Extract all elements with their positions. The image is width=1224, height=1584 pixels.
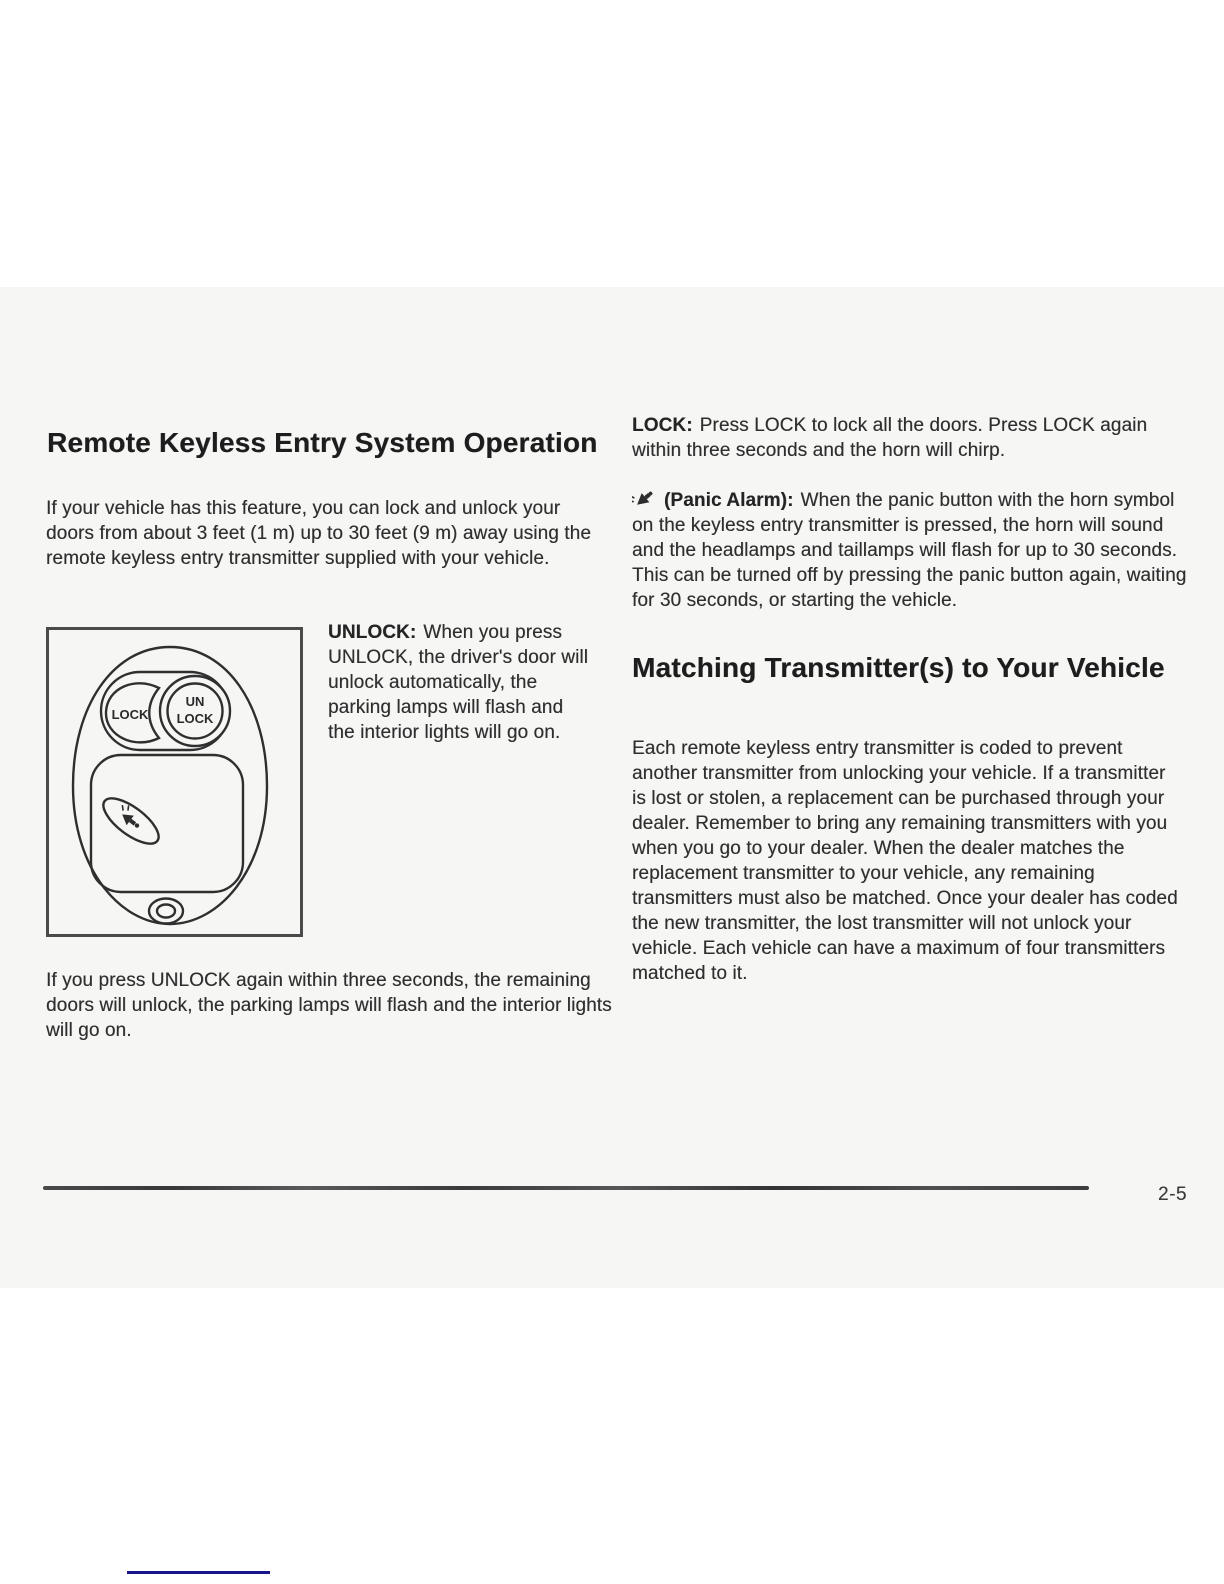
unlock-definition: [328, 620, 590, 745]
matching-body-paragraph: Each remote keyless entry transmitter is coded to prevent another transmitter from unlocking your vehicle. If a transmitter is lost or stolen, a replacement can be purchased through your dealer. Remember to bring any remaining transmitters with you when you go to your dealer. When the dealer matches the replacement transmitter to your vehicle, any remaining transmitters must also be matched. Once your dealer has coded the new transmitter, the lost transmitter will not unlock your vehicle. Each vehicle can have a maximum of four transmitters matched to it.: [632, 738, 1178, 984]
unlock-button-label-line2: LOCK: [176, 711, 214, 726]
panic-definition: [632, 487, 1188, 613]
lock-definition: [632, 413, 1184, 463]
transmitter-figure: [46, 627, 303, 937]
keyring-hole: [149, 899, 183, 924]
panic-term: (Panic Alarm):: [664, 490, 794, 511]
unlock-text: When you press UNLOCK, the driver's door will unlock automatically, the parking lamps will flash and the interior lights will go on.: [328, 622, 589, 743]
keyless-transmitter-drawing: [49, 630, 300, 934]
panic-text: When the panic button with the horn symbol on the keyless entry transmitter is pressed, the horn will sound and the headlamps and taillamps will flash for up to 30 seconds. This can be turned off by pressing the panic button again, waiting for 30 seconds, or starting the vehicle.: [632, 490, 1187, 611]
unlock-again-paragraph: If you press UNLOCK again within three seconds, the remaining doors will unlock, the parking lamps will flash and the interior lights will go on.: [46, 970, 612, 1041]
footer-rule: [43, 1186, 1089, 1190]
lock-text: Press LOCK to lock all the doors. Press LOCK again within three seconds and the horn will chirp.: [632, 415, 1148, 461]
lock-button-label: LOCK: [111, 707, 149, 722]
page-number: 2-5: [1158, 1184, 1187, 1205]
intro-paragraph: If your vehicle has this feature, you can lock and unlock your doors from about 3 feet (1 m) up to 30 feet (9 m) away using the remote keyless entry transmitter supplied with your vehicle.: [46, 498, 592, 569]
keyring-hole-inner: [157, 905, 175, 918]
section-title-rke: Remote Keyless Entry System Operation: [47, 426, 598, 458]
section-title-matching: Matching Transmitter(s) to Your Vehicle: [632, 652, 1165, 683]
unlock-button-label-line1: UN: [185, 694, 205, 709]
horn-icon: [632, 487, 656, 509]
unlock-term: UNLOCK:: [328, 622, 417, 643]
lock-term: LOCK:: [632, 415, 693, 436]
underline-mark: [127, 1571, 270, 1574]
